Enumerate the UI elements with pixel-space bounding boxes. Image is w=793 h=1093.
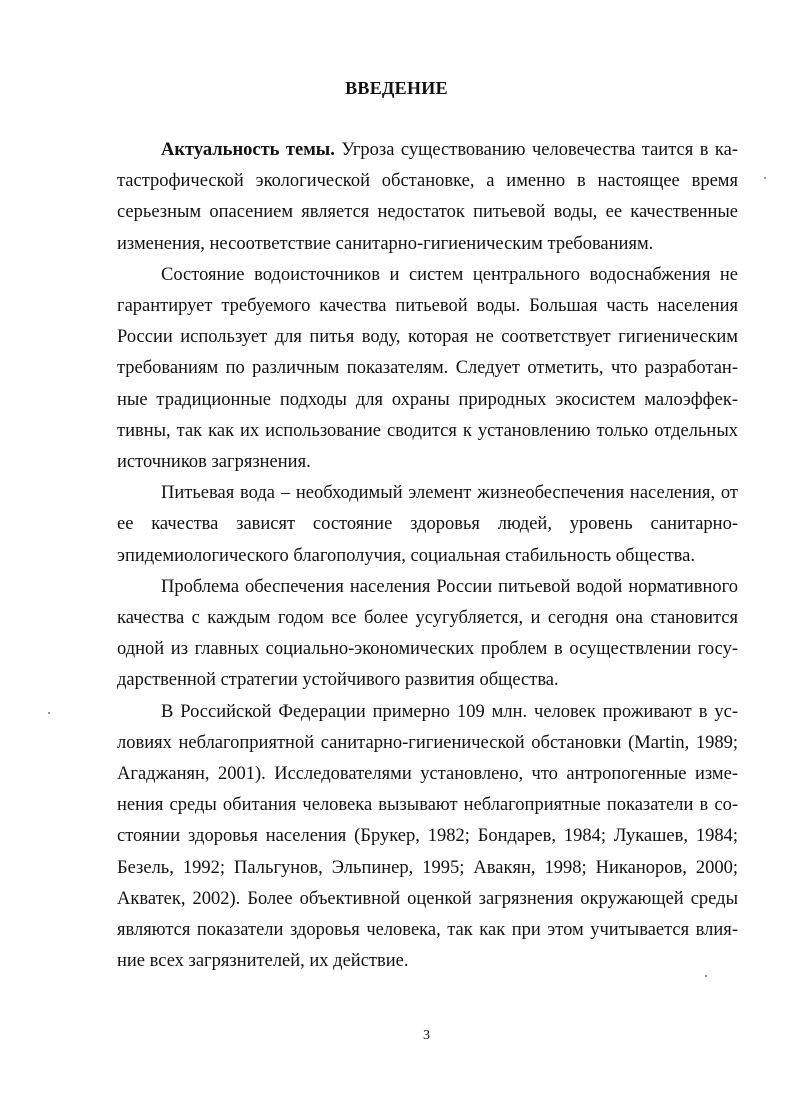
page-title: ВВЕДЕНИЕ [345,78,448,98]
paragraph-drinking-water [117,478,738,572]
page-number: 3 [423,1028,430,1043]
paragraph-relevance [117,135,738,260]
paragraph-text: Состояние водоисточников и систем центрального водоснабжения не гарантирует требуемого качества питьевой воды. Большая часть населения России использует для питья воду, которая не соответствует гигиеническим требованиям по различным показателям. Следует отметить, что разработанные традиционные подходы для охраны природных экосистем малоэффективны, так как их использование сводится к установлению только отдельных источников загрязнения. [117,264,738,473]
paragraph-problem [117,572,738,697]
paragraph-russian-federation [117,697,738,978]
scan-speck [705,975,707,977]
paragraph-text: Проблема обеспечения населения России питьевой водой нормативного качества с каждым годом все более усугубляется, и сегодня она становится одной из главных социально-экономических проблем в осуществлении государственной стратегии устойчивого развития общества. [117,576,738,691]
paragraph-lead: Актуальность темы. [161,140,335,160]
body-text [117,135,738,977]
paragraph-text: Питьевая вода – необходимый элемент жизнеобеспечения населения, от ее качества зависят состояние здоровья людей, уровень санитарно-эпидемиологического благополучия, социальная стабильность общества. [117,483,738,566]
scan-speck [764,177,766,179]
paragraph-text: В Российской Федерации примерно 109 млн. человек проживают в условиях неблагоприятной санитарно-гигиенической обстановки (Martin, 1989; Агаджанян, 2001). Исследователями установлено, что антропогенные изменения среды обитания человека вызывают неблагоприятные показатели в состоянии здоровья населения (Брукер, 1982; Бондарев, 1984; Лукашев, 1984; Безель, 1992; Пальгунов, Эльпинер, 1995; Авакян, 1998; Никаноров, 2000; Акватек, 2002). Более объективной оценкой загрязнения окружающей среды являются показатели здоровья человека, так как при этом учитывается влияние всех загрязнителей, их действие. [117,701,738,972]
paragraph-water-sources [117,260,738,478]
paragraph-text: Угроза существованию человечества таится в катастрофической экологической обстановке, а именно в настоящее время серьезным опасением является недостаток питьевой воды, ее качественные изменения, несоответствие санитарно-гигиеническим требованиям. [117,140,738,254]
scan-speck [48,712,50,714]
